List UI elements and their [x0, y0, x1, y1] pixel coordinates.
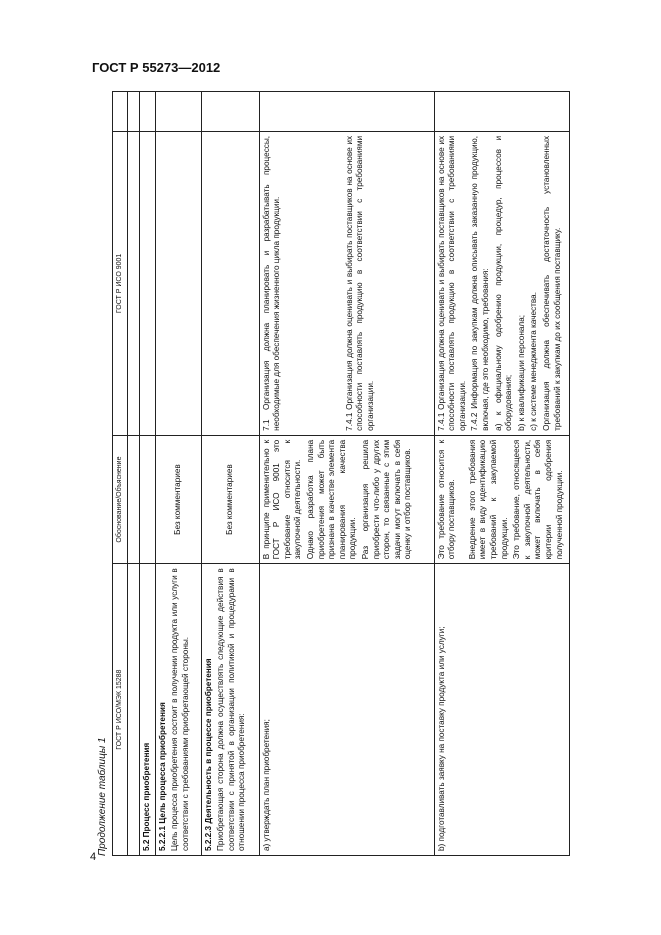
comment-cell: Без комментариев: [155, 435, 201, 563]
subsection-title: 5.2.2.3 Деятельность в процессе приобретения: [203, 658, 213, 851]
column-header-empty: [113, 92, 128, 132]
document-header-title: ГОСТ Р 55273—2012: [92, 60, 221, 75]
comment-paragraph: Раз организация решила приобрести что-либо у других сторон, то связанные с этим задачи могут включать в себя оценку и отбор поставщиков.: [360, 439, 413, 560]
comment-paragraph: Внедрение этого требования имеет в виду идентификацию требований к закупаемой продукции.: [467, 439, 509, 560]
iso9001-paragraph: 7.1 Организация должна планировать и разрабатывать процессы, необходимые для обеспечения жизненного цикла продукции.: [261, 135, 282, 431]
iso9001-list-item: а) к официальному одобрению продукции, процедур, процессов и оборудования;: [493, 135, 514, 431]
table-row: [128, 92, 140, 856]
subsection-text: Приобретающая сторона должна осуществлять следующие действия в соответствии с принятой в организации политикой и процедурами в отношении процесса приобретения:: [216, 568, 247, 851]
column-header-15288: ГОСТ Р ИСО/МЭК 15288: [113, 564, 128, 856]
column-header-justification: Обоснование/Объяснение: [113, 435, 128, 563]
table-row: [155, 92, 201, 856]
iso9001-paragraph: Организация должна обеспечивать достаточность установленных требований к закупкам до их сообщения поставщику.: [541, 135, 562, 431]
subsection-title: 5.2.2.1 Цель процесса приобретения: [157, 702, 167, 851]
item-a: а) утверждать план приобретения;: [259, 564, 434, 856]
comparison-table: [112, 91, 570, 856]
comment-cell: Без комментариев: [201, 435, 259, 563]
iso9001-list-item: b) к квалификации персонала;: [516, 314, 526, 431]
comment-paragraph: Однако разработка плана приобретения может быть признана в качестве элемента планирования качества продукции.: [305, 439, 358, 560]
subsection-text: Цель процесса приобретения состоит в получении продукта или услуги в соответствии с требованиями приобретающей стороны.: [170, 568, 190, 851]
comment-paragraph: В принципе применительно к ГОСТ Р ИСО 9001 это требование относится к закупочной деятельности.: [261, 439, 303, 560]
table-row: [259, 92, 434, 856]
comment-paragraph: Это требование, относящееся к закупочной деятельности, может включать в себя критерии одобрения полученной продукции.: [512, 439, 564, 560]
page-number: 4: [90, 851, 97, 863]
rotated-table-page: [98, 91, 588, 856]
iso9001-paragraph: 7.4.2 Информация по закупкам должна описывать заказанную продукцию, включая, где это необходимо, требования:: [470, 135, 490, 431]
table-caption: Продолжение таблицы 1: [97, 737, 108, 856]
iso9001-paragraph: 7.4.1 Организация должна оценивать и выбирать поставщиков на основе их способности поставлять продукцию в соответствии с требованиями организации.: [344, 135, 375, 431]
table-row: [201, 92, 259, 856]
item-b: b) подготавливать заявку на поставку продукта или услуги;: [434, 564, 570, 856]
table-row: [434, 92, 570, 856]
table-row: [140, 92, 156, 856]
iso9001-paragraph: 7.4.1 Организация должна оценивать и выбирать поставщиков на основе их способности поставлять продукцию в соответствии с требованиями организации.: [436, 135, 467, 431]
column-header-9001: ГОСТ Р ИСО 9001: [113, 131, 128, 435]
section-heading: 5.2 Процесс приобретения: [140, 564, 156, 856]
comment-paragraph: Это требование относится к отбору поставщиков.: [436, 439, 457, 560]
iso9001-list-item: с) к системе менеджмента качества.: [529, 292, 539, 431]
